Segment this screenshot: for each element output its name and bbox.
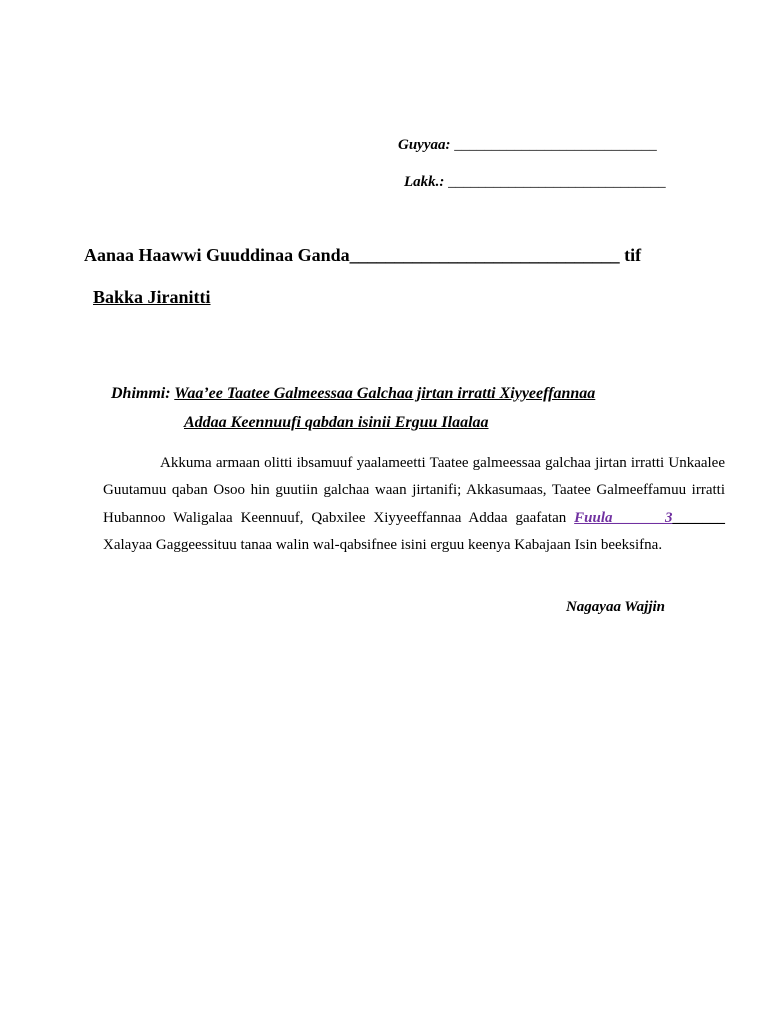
reference-number-blank-line: _____________________________ bbox=[444, 174, 666, 190]
body-text-part-1: Akkuma armaan olitti ibsamuuf yaalameetti Taatee galmeessaa galchaa jirtan irratti Unkaalee Guutamuu qaban Osoo hin guutiin galchaa waan jirtanifi; Akkasumaas, Taatee Galmeeffamuu irratti Hubannoo Waligalaa Keennuuf, Qabxilee Xiyyeeffannaa Addaa gaafatan bbox=[103, 455, 725, 526]
reference-number-field bbox=[404, 174, 666, 191]
recipient-location: Bakka Jiranitti bbox=[93, 287, 211, 307]
body-text-part-2: Xalayaa Gaggeessituu tanaa walin wal-qabsifnee isini erguu keenya Kabajaan Isin beeksifna. bbox=[103, 536, 663, 553]
subject-line-1 bbox=[111, 385, 595, 403]
page-reference-tail: _______ bbox=[672, 509, 725, 526]
recipient-line bbox=[84, 245, 641, 266]
date-field bbox=[398, 137, 657, 154]
recipient-name: Aanaa Haawwi Guuddinaa Ganda bbox=[84, 245, 350, 265]
subject-text-2: Addaa Keennuufi qabdan isinii Erguu Ilaalaa bbox=[184, 414, 489, 431]
date-blank-line: ___________________________ bbox=[450, 137, 657, 153]
page-reference bbox=[574, 510, 672, 526]
reference-number-label: Lakk.: bbox=[404, 174, 445, 190]
body-paragraph bbox=[103, 450, 725, 559]
page-reference-number: 3 bbox=[665, 509, 673, 526]
subject-line-2 bbox=[184, 414, 489, 432]
subject-text-1: Waa’ee Taatee Galmeessaa Galchaa jirtan irratti Xiyyeeffannaa bbox=[174, 385, 596, 402]
closing-salutation: Nagayaa Wajjin bbox=[565, 599, 665, 615]
recipient-blank-line: ______________________________ bbox=[349, 245, 620, 265]
page-reference-gap: _______ bbox=[612, 509, 665, 526]
date-label: Guyyaa: bbox=[398, 137, 451, 153]
recipient-suffix: tif bbox=[619, 245, 642, 265]
subject-label: Dhimmi: bbox=[111, 385, 171, 402]
page-reference-word: Fuula bbox=[574, 509, 613, 526]
